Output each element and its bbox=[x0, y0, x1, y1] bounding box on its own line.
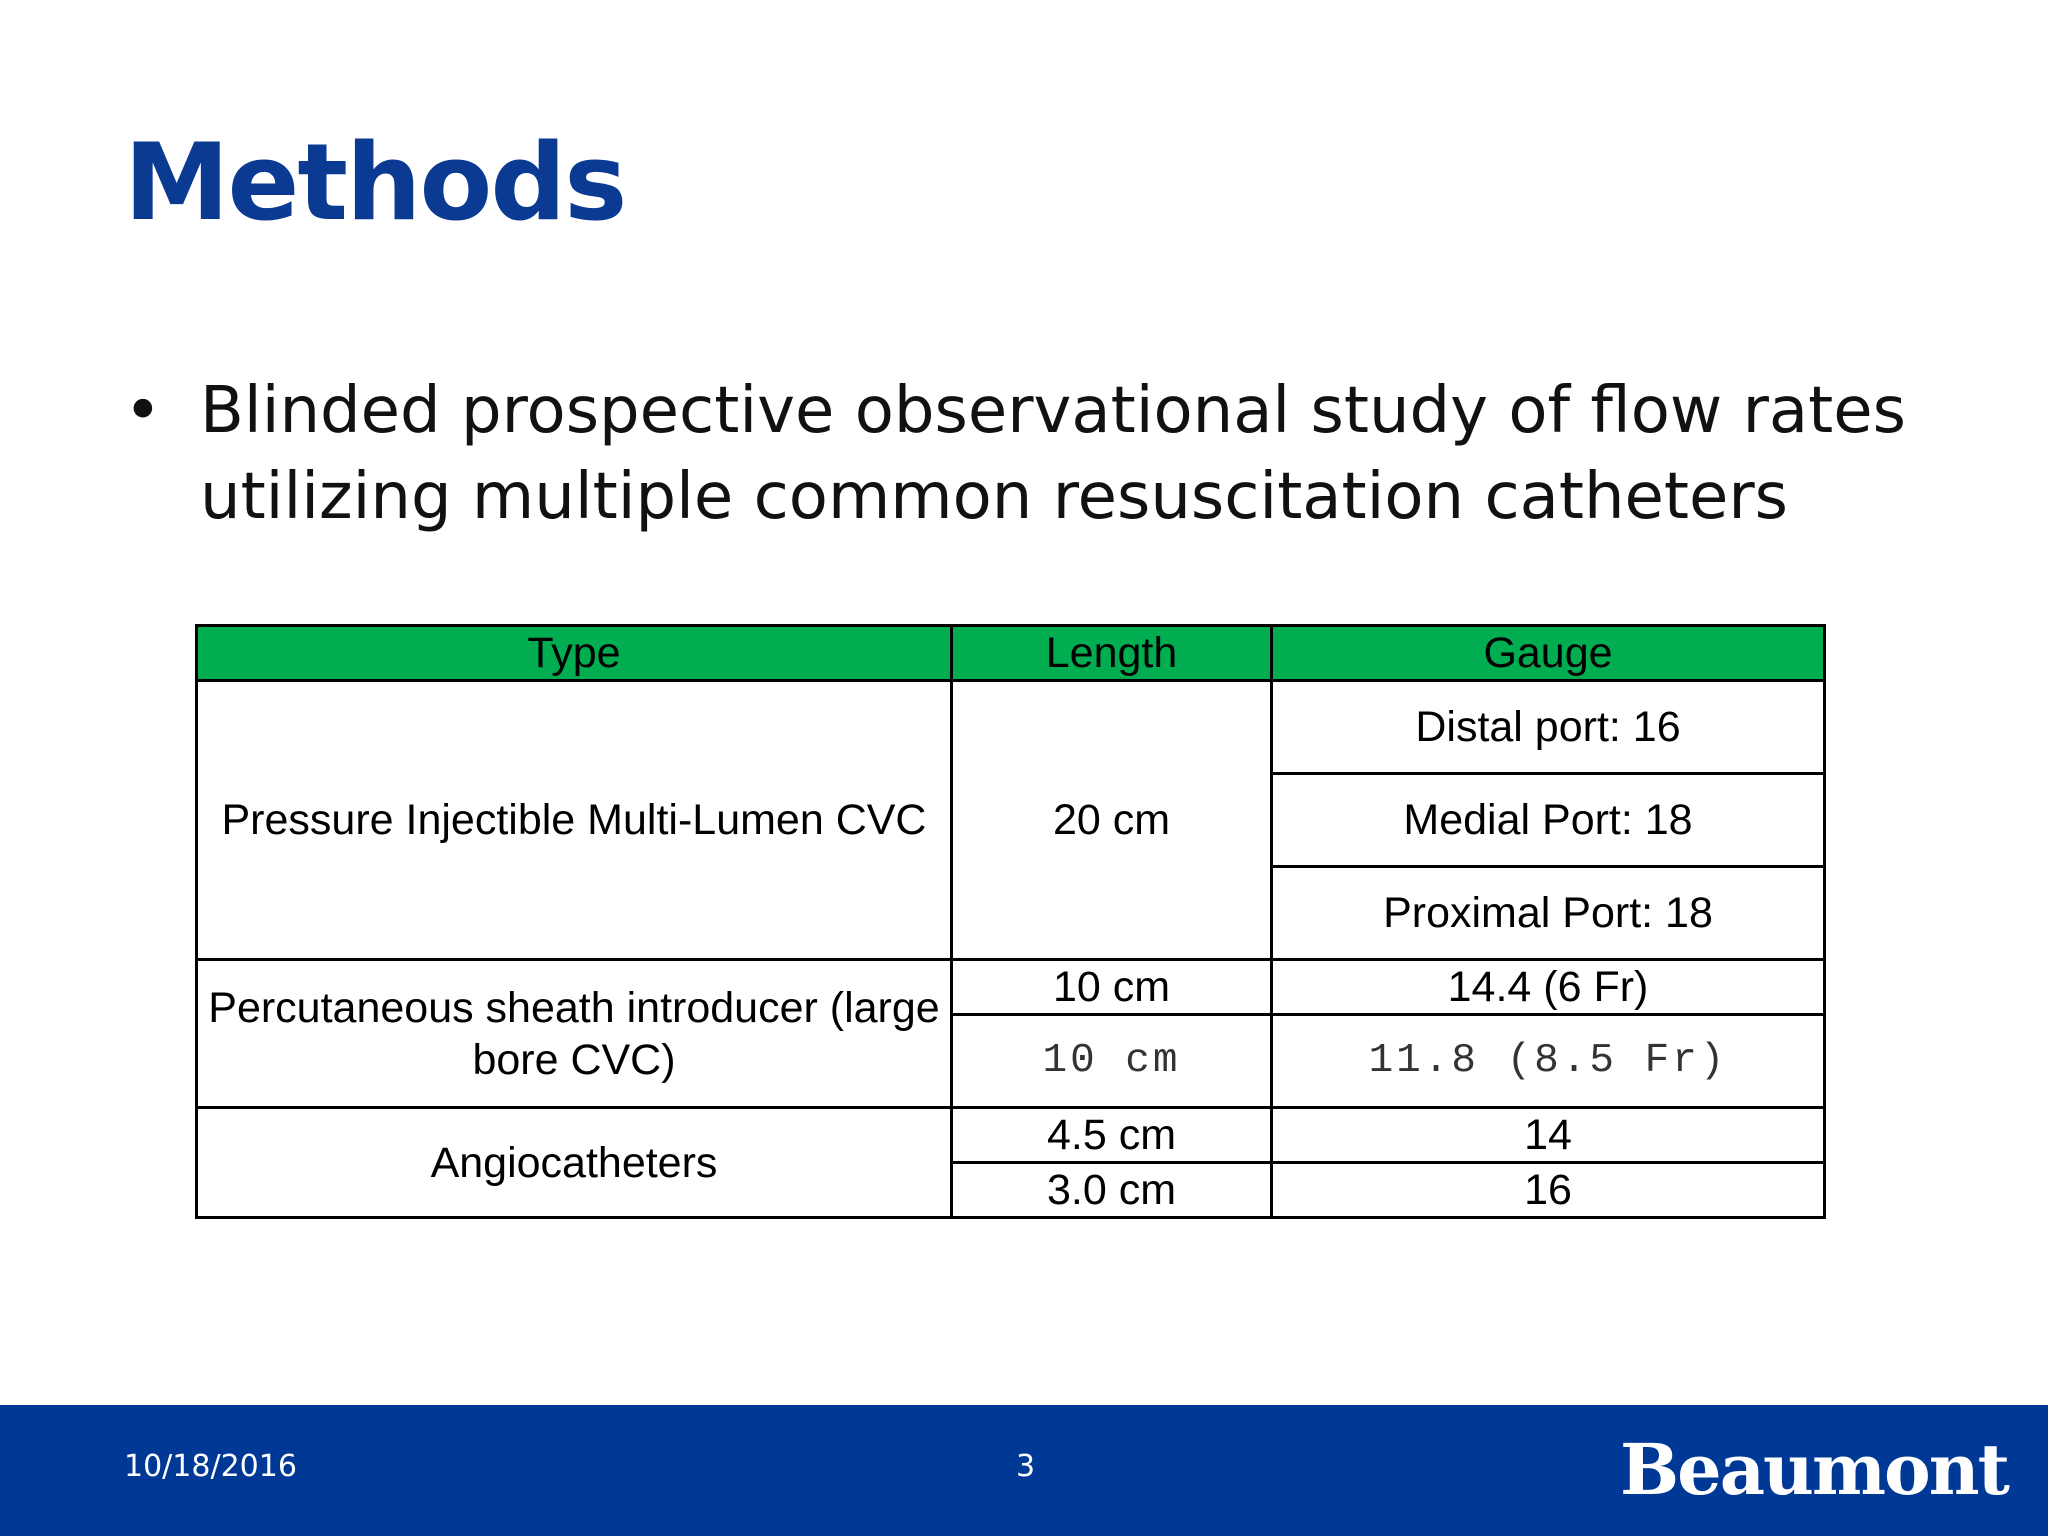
table-row bbox=[197, 1108, 1825, 1163]
table-header-row bbox=[197, 626, 1825, 681]
header-gauge: Gauge bbox=[1272, 626, 1825, 681]
beaumont-logo: Beaumont bbox=[1620, 1428, 2008, 1511]
angio-type-cell: Angiocatheters bbox=[197, 1108, 952, 1218]
sheath-gauge-2: 11.8 (8.5 Fr) bbox=[1272, 1015, 1825, 1108]
sheath-gauge-1: 14.4 (6 Fr) bbox=[1272, 960, 1825, 1015]
sheath-type-cell: Percutaneous sheath introducer (large bore CVC) bbox=[197, 960, 952, 1108]
footer-date: 10/18/2016 bbox=[124, 1449, 297, 1484]
cvc-gauge-proximal: Proximal Port: 18 bbox=[1272, 867, 1825, 960]
table-row bbox=[197, 960, 1825, 1015]
header-length: Length bbox=[952, 626, 1272, 681]
slide-title: Methods bbox=[124, 121, 626, 244]
footer-bar bbox=[0, 1405, 2048, 1536]
bullet-text: Blinded prospective observational study of flow rates utilizing multiple common resuscitation catheters bbox=[200, 374, 1906, 534]
sheath-length-1: 10 cm bbox=[952, 960, 1272, 1015]
angio-length-1: 4.5 cm bbox=[952, 1108, 1272, 1163]
cvc-length-cell: 20 cm bbox=[952, 681, 1272, 960]
sheath-length-2: 10 cm bbox=[952, 1015, 1272, 1108]
header-type: Type bbox=[197, 626, 952, 681]
cvc-type-cell: Pressure Injectible Multi-Lumen CVC bbox=[197, 681, 952, 960]
catheter-table bbox=[195, 624, 1826, 1219]
angio-length-2: 3.0 cm bbox=[952, 1163, 1272, 1218]
bullet-icon: • bbox=[124, 374, 162, 448]
angio-gauge-2: 16 bbox=[1272, 1163, 1825, 1218]
angio-gauge-1: 14 bbox=[1272, 1108, 1825, 1163]
cvc-gauge-distal: Distal port: 16 bbox=[1272, 681, 1825, 774]
table-row bbox=[197, 681, 1825, 774]
cvc-gauge-medial: Medial Port: 18 bbox=[1272, 774, 1825, 867]
bullet-point bbox=[124, 368, 1924, 540]
page-number: 3 bbox=[1016, 1449, 1036, 1484]
